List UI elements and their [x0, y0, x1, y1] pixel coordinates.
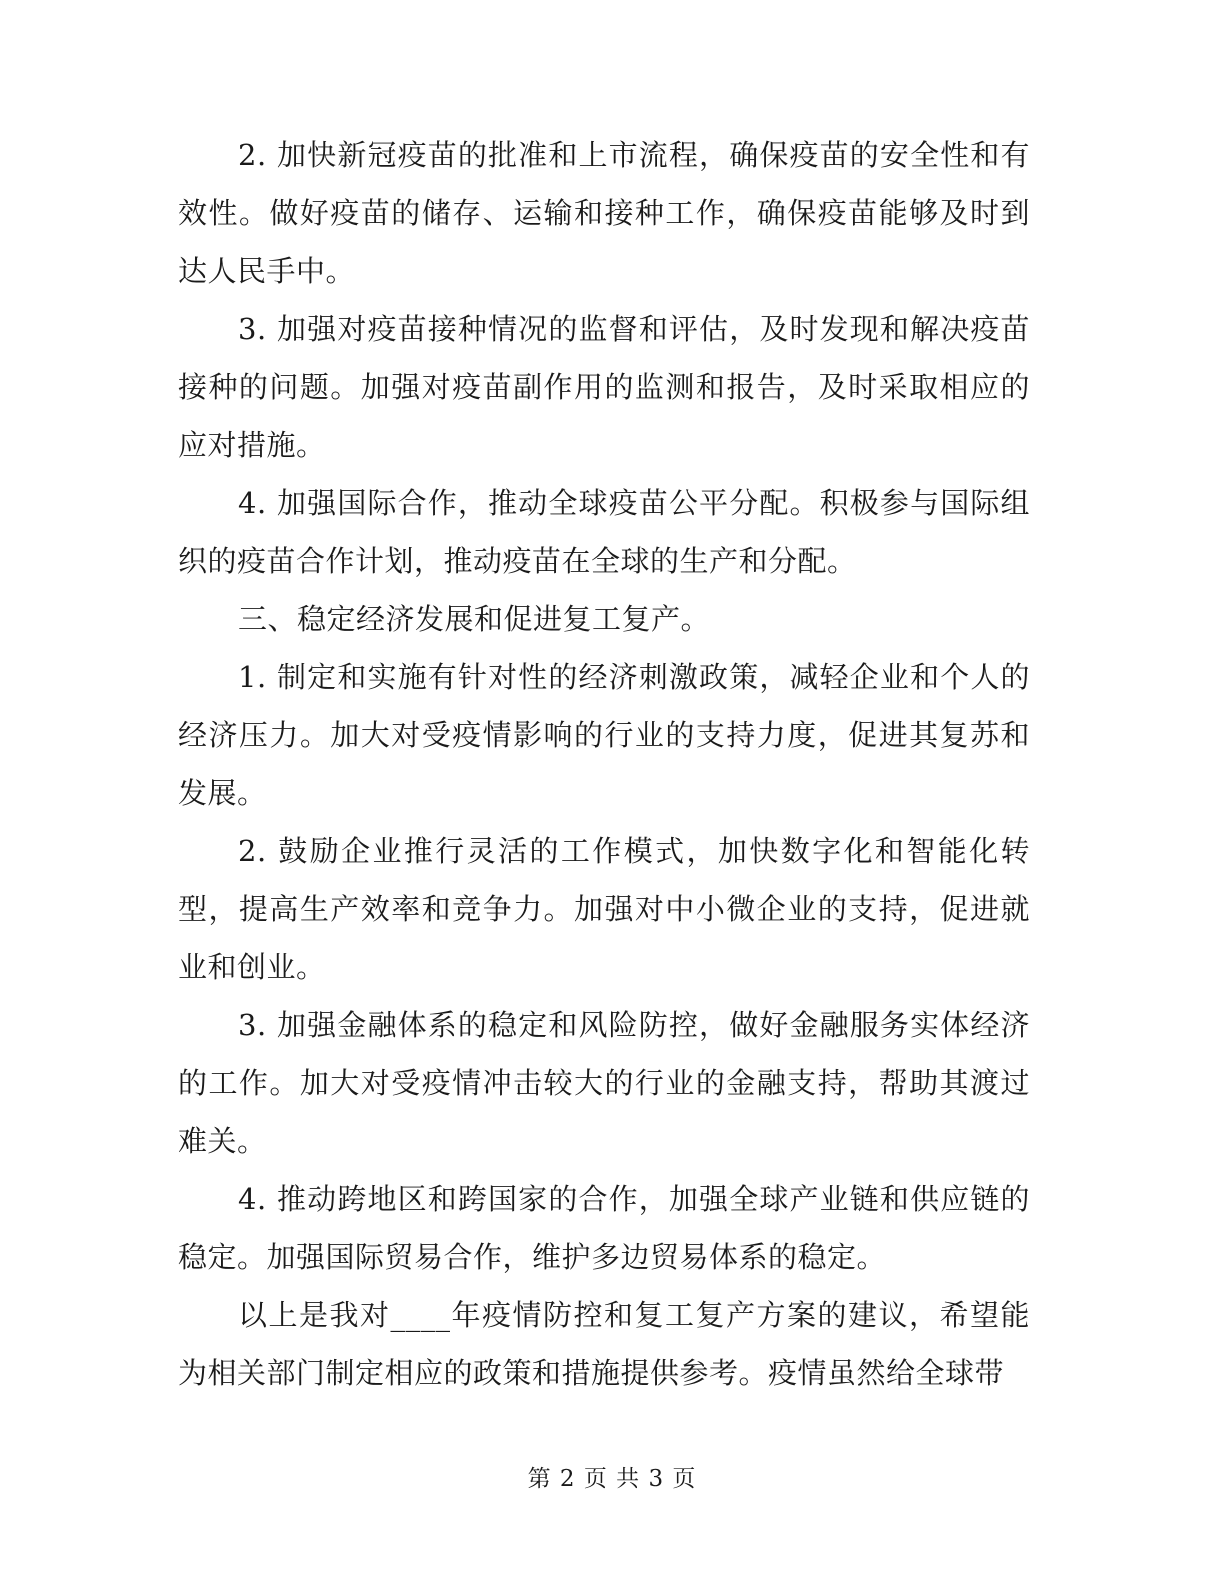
paragraph-conclusion: 以上是我对____年疫情防控和复工复产方案的建议，希望能为相关部门制定相应的政策和措施提供参考。疫情虽然给全球带 [178, 1298, 1030, 1390]
paragraph-international-cooperation: 4. 加强国际合作，推动全球疫苗公平分配。积极参与国际组织的疫苗合作计划，推动疫苗在全球的生产和分配。 [178, 486, 1030, 578]
paragraph-supply-chain: 4. 推动跨地区和跨国家的合作，加强全球产业链和供应链的稳定。加强国际贸易合作，维护多边贸易体系的稳定。 [178, 1182, 1030, 1274]
paragraph-flexible-work: 2. 鼓励企业推行灵活的工作模式，加快数字化和智能化转型，提高生产效率和竞争力。加强对中小微企业的支持，促进就业和创业。 [178, 834, 1030, 984]
paragraph-vaccine-approval: 2. 加快新冠疫苗的批准和上市流程，确保疫苗的安全性和有效性。做好疫苗的储存、运输和接种工作，确保疫苗能够及时到达人民手中。 [178, 138, 1030, 288]
page-footer [0, 1460, 1224, 1493]
page-number-label: 第 2 页 共 3 页 [527, 1466, 697, 1492]
paragraph-vaccine-monitoring: 3. 加强对疫苗接种情况的监督和评估，及时发现和解决疫苗接种的问题。加强对疫苗副作用的监测和报告，及时采取相应的应对措施。 [178, 312, 1030, 462]
paragraph-economic-stimulus: 1. 制定和实施有针对性的经济刺激政策，减轻企业和个人的经济压力。加大对受疫情影响的行业的支持力度，促进其复苏和发展。 [178, 660, 1030, 810]
paragraph-financial-stability: 3. 加强金融体系的稳定和风险防控，做好金融服务实体经济的工作。加大对受疫情冲击较大的行业的金融支持，帮助其渡过难关。 [178, 1008, 1030, 1158]
section-heading-economy: 三、稳定经济发展和促进复工复产。 [238, 602, 711, 636]
document-body [178, 126, 1030, 1402]
